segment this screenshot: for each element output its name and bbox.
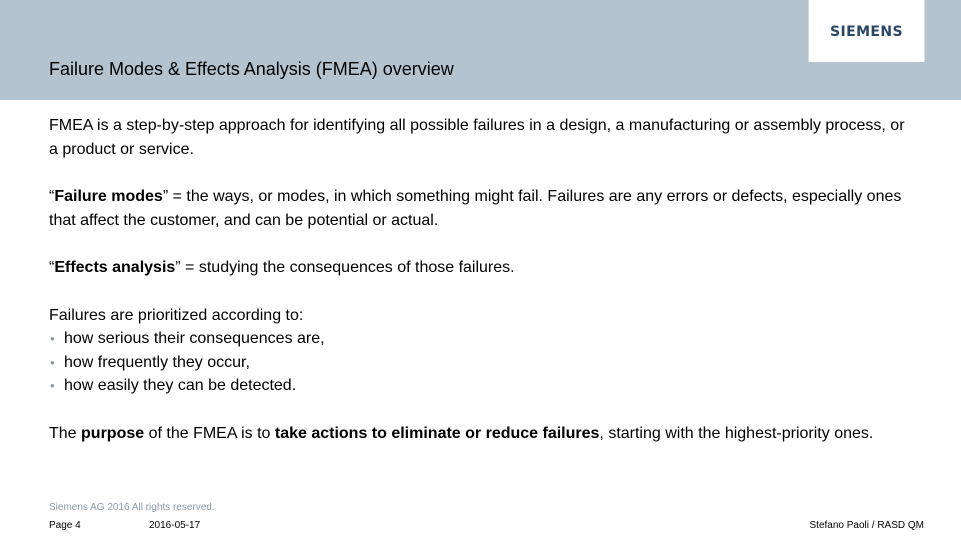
intro-paragraph xyxy=(49,114,909,161)
purpose-bold-2: take actions to eliminate or reduce failures xyxy=(274,424,600,442)
effects-analysis-term: Effects analysis xyxy=(54,259,176,276)
prioritization-intro: Failures are prioritized according to: xyxy=(49,306,304,324)
logo-text: SIEMENS xyxy=(830,24,903,40)
failure-modes-term: Failure modes xyxy=(54,188,163,205)
effects-analysis-open-quote: “ xyxy=(49,259,55,276)
page-title: Failure Modes & Effects Analysis (FMEA) overview xyxy=(49,59,454,79)
intro-text: FMEA is a step-by-step approach for identifying all possible failures in a design, a manufacturing or assembly process, or a product or service. xyxy=(49,117,905,158)
list-item: • how serious their consequences are, xyxy=(49,327,909,351)
failure-modes-open-quote: “ xyxy=(49,188,55,205)
copyright-notice: Siemens AG 2016 All rights reserved. xyxy=(49,502,215,513)
failure-modes-paragraph xyxy=(49,185,909,232)
prioritization-list xyxy=(49,327,909,398)
purpose-text-2: of the FMEA is to xyxy=(144,424,275,442)
list-item: • how easily they can be detected. xyxy=(49,374,909,398)
page-number: Page 4 xyxy=(49,520,81,531)
purpose-bold-1: purpose xyxy=(81,424,145,442)
purpose-text-3: , starting with the highest-priority ones. xyxy=(599,424,874,442)
siemens-logo xyxy=(808,0,925,62)
effects-analysis-paragraph xyxy=(49,256,909,280)
header-band xyxy=(0,0,961,100)
prioritization-block xyxy=(49,304,909,398)
purpose-paragraph xyxy=(49,422,909,446)
slide-body xyxy=(49,114,909,469)
effects-analysis-definition: ” = studying the consequences of those failures. xyxy=(175,259,515,276)
footer-date: 2016-05-17 xyxy=(149,520,201,531)
failure-modes-definition: ” = the ways, or modes, in which something might fail. Failures are any errors or defects, especially ones that affect the customer, and can be potential or actual. xyxy=(49,188,902,229)
footer-author: Stefano Paoli / RASD QM xyxy=(809,520,924,531)
purpose-text-1: The xyxy=(49,424,82,442)
list-item: • how frequently they occur, xyxy=(49,351,909,375)
